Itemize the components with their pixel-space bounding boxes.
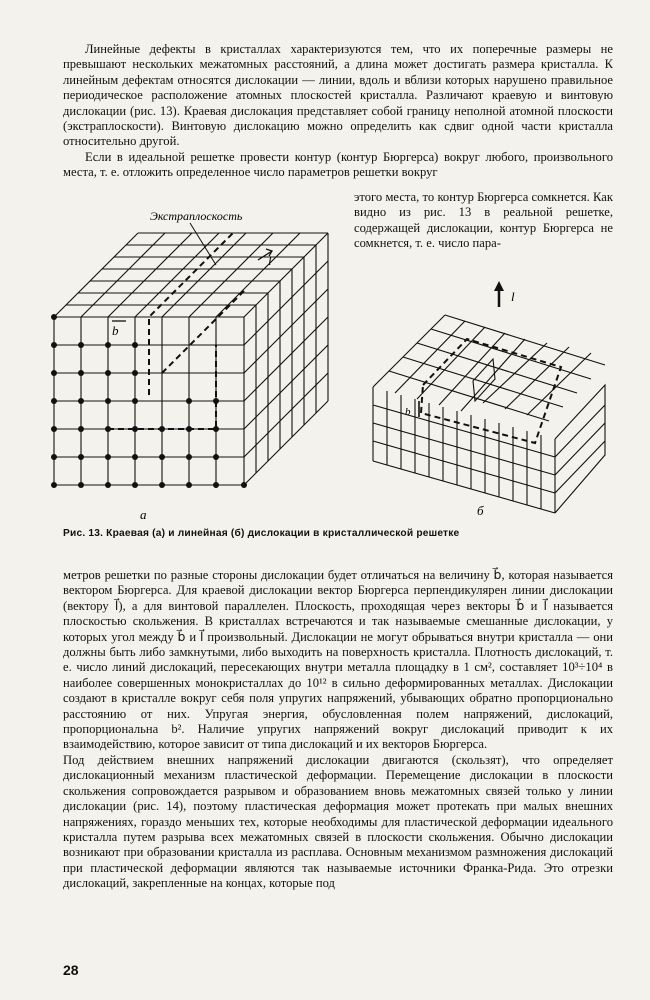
figure-caption: Рис. 13. Краевая (а) и линейная (б) дислокации в кристаллической решетке xyxy=(63,528,460,539)
paragraph-linear-defects: Линейные дефекты в кристаллах характеризуются тем, что их поперечные размеры не превышают нескольких межатомных расстояний, а длина может достигать размера кристалла. К линейным дефектам относятся дислокации — линии, вдоль и вблизи которых нарушено правильное периодическое расположение атомных плоскостей кристалла. Различают краевую и винтовую дислокации (рис. 13). Краевая дислокация представляет собой границу неполной атомной плоскости (экстраплоскости). Винтовую дислокацию можно определить как сдвиг одной части кристалла относительно другой. xyxy=(63,42,613,149)
text-block-top xyxy=(63,42,613,181)
paragraph-burgers-vector: метров решетки по разные стороны дислокации будет отличаться на величину b⃗, которая называется вектором Бюргерса. Для краевой дислокации вектор Бюргерса перпендикулярен линии дислокации (вектору l⃗), а для винтовой параллелен. Плоскость, проходящая через векторы b⃗ и l⃗ называется плоскостью скольжения. В кристаллах встречаются и так называемые смешанные дислокации, у которых угол между b⃗ и l⃗ произвольный. Дислокации не могут обрываться внутри кристалла — они должны быть либо замкнутыми, либо выходить на поверхность кристалла. Плотность дислокаций, т. е. число линий дислокаций, пересекающих внутри металла площадку в 1 см², составляет 10³÷10⁴ в наиболее совершенных монокристаллах до 10¹² в сильно деформированных металлах. Дислокации создают в кристалле вокруг себя поля упругих напряжений, убывающих обратно пропорционально расстоянию от них. Упругая энергия, обусловленная полем напряжений, дислокаций, пропорциональна b². Наличие упругих напряжений вокруг дислокаций приводит к их взаимодействию, которое зависит от типа дислокаций и их векторов Бюргерса. xyxy=(63,568,613,752)
screw-front-grid xyxy=(373,385,605,513)
burgers-circuit xyxy=(421,339,561,443)
figure-screw-dislocation xyxy=(365,275,615,520)
label-b-vector-b: b xyxy=(405,406,411,418)
top-face-grid xyxy=(54,233,328,317)
text-wrap-right: этого места, то контур Бюргерса сомкнется. Как видно из рис. 13 в реальной решетке, содержащей дислокации, контур Бюргерса не сомкнется, т. е. число пара- xyxy=(354,190,613,251)
page-number: 28 xyxy=(63,962,79,978)
label-b-vector: b xyxy=(112,323,119,338)
extra-plane xyxy=(108,233,246,429)
paragraph-burgers-start: Если в идеальной решетке провести контур (контур Бюргерса) вокруг любого, произвольного места, т. е. отложить определенное число параметров решетки вокруг xyxy=(63,149,613,180)
label-l-vector-b: l xyxy=(511,289,515,304)
label-l-vector: l xyxy=(268,253,272,268)
label-figure-b: б xyxy=(477,503,484,518)
right-face-grid xyxy=(244,233,328,485)
text-block-bottom xyxy=(63,568,613,892)
label-extraplane: Экстраплоскость xyxy=(150,209,243,223)
paragraph-plastic-deformation: Под действием внешних напряжений дислокации двигаются (скользят), что определяет дислокационный механизм пластической деформации. Перемещение дислокации в плоскости скольжения сопровождается разрывом и образованием вновь межатомных связей только у линии дислокации (рис. 14), поэтому пластическая деформация может протекать при малых внешних напряжениях, гораздо меньших тех, которые необходимы для пластической деформации идеального кристалла путем разрыва всех межатомных связей в плоскости скольжения. Обычно дислокации возникают при образовании кристалла из расплава. Основным механизмом размножения дислокаций при пластической деформации являются так называемые источники Франка-Рида. Это отрезки дислокаций, закрепленные на концах, которые под xyxy=(63,752,613,891)
figure-edge-dislocation xyxy=(40,205,340,525)
label-figure-a: а xyxy=(140,507,147,522)
